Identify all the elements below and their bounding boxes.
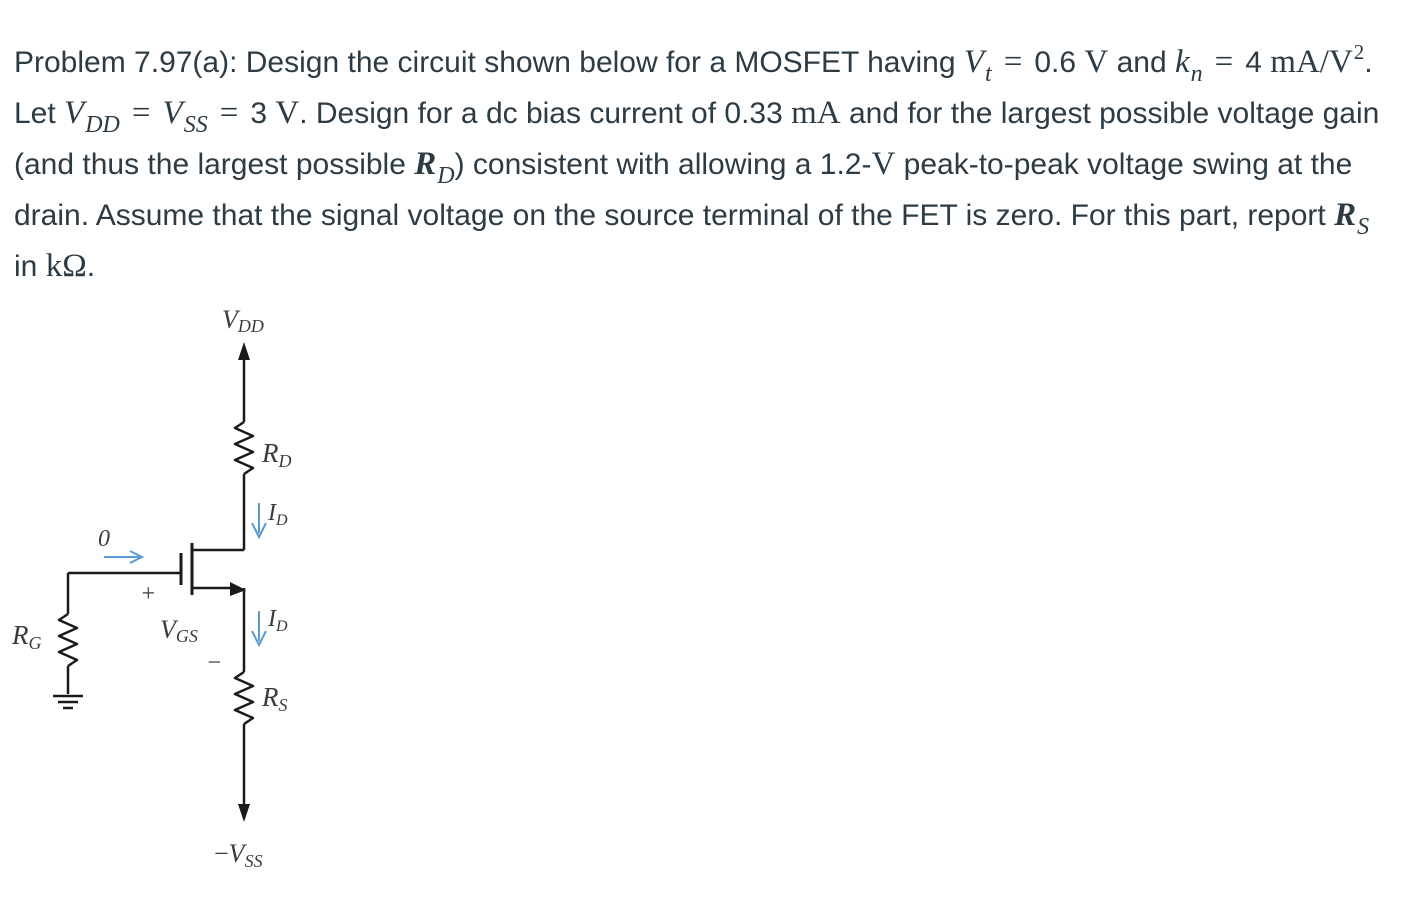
rg-label: RG [12,620,42,653]
vss-symbol: V [162,95,183,131]
problem-text-8: in [14,250,46,283]
rs-label-sub: S [278,695,288,715]
vss-subscript: SS [183,112,208,138]
problem-text-7: peak-to-peak voltage swing at the drain. Assume that the signal voltage on the source terminal of the FET is zero. For this part, report [14,148,1353,232]
id-label-upper: $I_D$ [268,500,288,529]
vgs-minus: − [206,650,223,676]
vgs-label: VGS [160,615,198,646]
vss-value: 3 [250,97,267,130]
swing-unit: V [871,146,896,182]
problem-text-3: . Let [14,46,1373,130]
rs-resistor [235,672,253,724]
vdd-label-sub: DD [237,316,264,336]
rd-subscript: D [437,163,455,189]
problem-text-1: Problem 7.97(a): Design the circuit shown below for a MOSFET having [14,46,964,79]
ig-label: 0 [98,526,110,552]
vdd-label: VDD [222,305,264,336]
vss-arrow [238,804,250,822]
rd-resistor [235,422,253,474]
vss-unit: V [275,95,300,131]
mosfet-circuit-diagram [0,290,420,890]
rd-label-sub: D [278,451,292,471]
equals-sign-3: = [131,95,151,131]
vt-subscript: t [985,61,992,87]
vss-label: −VSS [214,839,263,871]
vdd-symbol: V [64,95,85,131]
vgs-label-sub: GS [175,626,198,646]
id-value: 0.33 [724,97,783,130]
equals-sign-4: = [219,95,239,131]
kn-unit: mA/V [1270,44,1353,80]
vt-unit: V [1084,44,1109,80]
vss-label-sub: SS [244,851,263,871]
rs-symbol: R [1334,197,1357,233]
vt-value: 0.6 [1034,46,1077,79]
ground-icon [53,696,83,708]
problem-text-4: . Design for a dc bias current of [299,97,725,130]
vdd-subscript: DD [85,112,120,138]
problem-text-6: ) consistent with allowing a [454,148,820,181]
kn-symbol: k [1174,44,1190,80]
swing-value: 1.2- [819,148,872,181]
problem-statement [14,38,1394,291]
rs-subscript: S [1357,214,1370,240]
kn-subscript: n [1190,61,1203,87]
kn-value: 4 [1245,46,1262,79]
id-label-lower: $I_D$ [268,606,288,635]
rd-label: RD [262,438,292,471]
vgs-plus: + [140,581,157,607]
problem-text-2: and [1108,46,1175,79]
kohm-unit: kΩ [45,248,87,284]
problem-text-5: and for the largest possible voltage gain (and thus the largest possible [14,97,1380,181]
id-unit: mA [791,95,841,131]
vt-symbol: V [963,44,985,80]
rs-label: RS [262,682,288,715]
vdd-arrow [238,342,250,360]
rg-resistor [59,614,77,666]
equals-sign-2: = [1214,44,1234,80]
rg-label-sub: G [28,633,42,653]
problem-text-9: . [86,250,96,283]
equals-sign: = [1003,44,1023,80]
kn-unit-exponent: 2 [1353,40,1365,64]
id-label-lower-sub: D [276,618,288,635]
id-label-upper-sub: D [276,512,288,529]
rd-symbol: R [414,146,437,182]
